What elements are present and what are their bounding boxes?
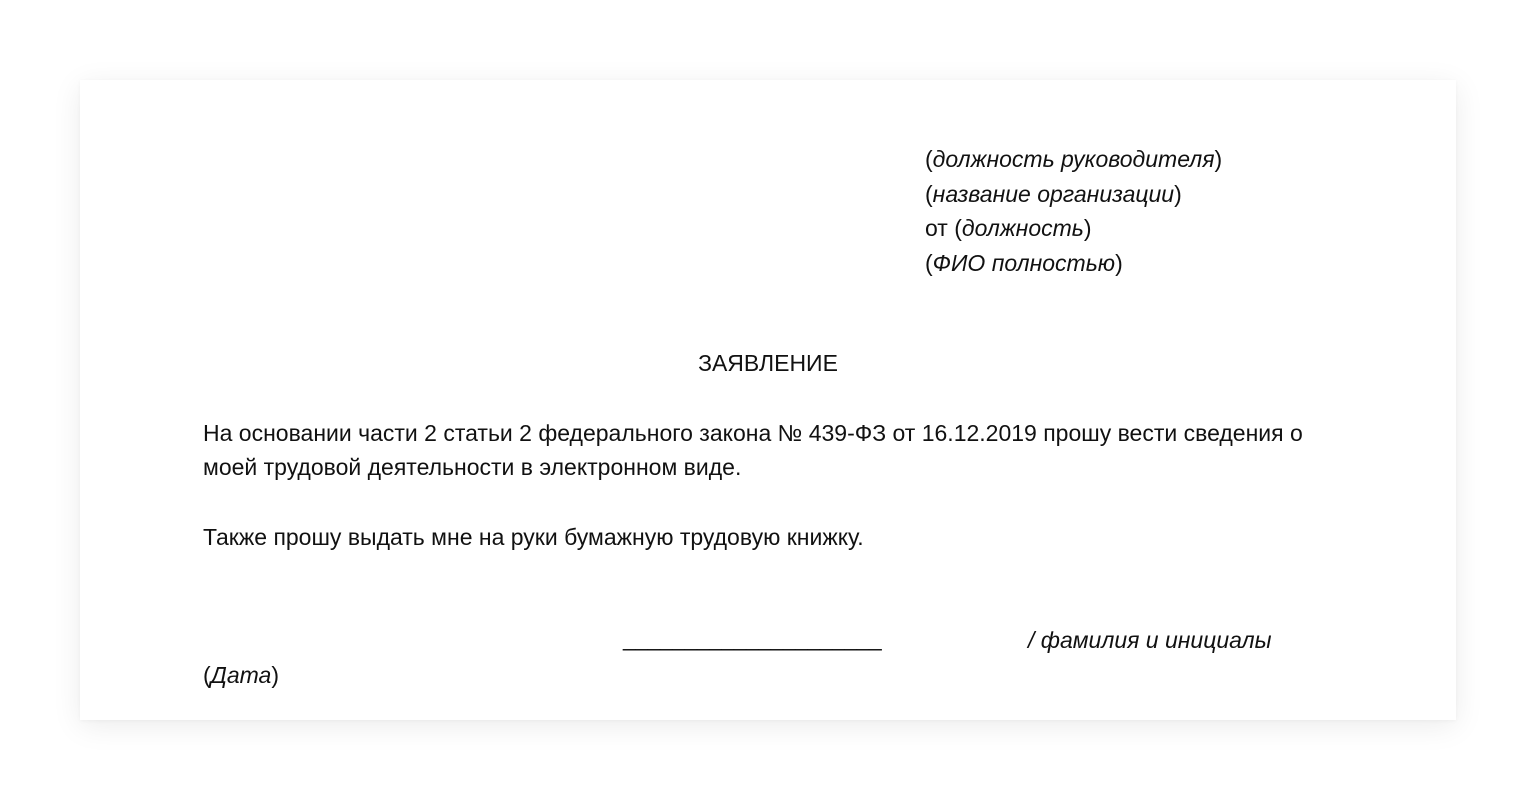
- document-title: ЗАЯВЛЕНИЕ: [698, 350, 838, 376]
- body-paragraph-paper-book: Также прошу выдать мне на руки бумажную трудовую книжку.: [203, 524, 864, 550]
- body-paragraph-request: На основании части 2 статьи 2 федерального закона № 439-ФЗ от 16.12.2019 прошу вести сведения о моей трудовой деятельности в электронном виде.: [203, 420, 1303, 480]
- bracket-close: ): [1083, 215, 1092, 242]
- bracket-open: (: [925, 146, 933, 172]
- bracket-open: (: [925, 180, 933, 207]
- date-placeholder: Дата: [210, 662, 272, 688]
- bracket-close: ): [1115, 249, 1123, 276]
- bracket-close: ): [1174, 180, 1182, 207]
- bracket-open: (: [203, 662, 211, 688]
- addressee-organization-line: [925, 177, 1222, 212]
- signature-line: _____________________: [623, 625, 882, 651]
- addressee-position-line: [925, 142, 1222, 177]
- surname-initials-label: / фамилия и инициалы: [1028, 627, 1272, 653]
- from-prefix: от (: [925, 215, 962, 242]
- bracket-close: ): [1214, 146, 1223, 172]
- bracket-close: ): [271, 662, 280, 688]
- date-field: [203, 658, 279, 692]
- manager-position-placeholder: должность руководителя: [932, 146, 1215, 172]
- addressee-block: [925, 142, 1222, 280]
- full-name-placeholder: ФИО полностью: [932, 249, 1116, 276]
- bracket-open: (: [925, 249, 933, 276]
- organization-name-placeholder: название организации: [932, 180, 1175, 207]
- sender-position-placeholder: должность: [961, 215, 1084, 242]
- document-sheet: [80, 80, 1456, 720]
- sender-position-line: [925, 211, 1222, 246]
- sender-name-line: [925, 246, 1222, 281]
